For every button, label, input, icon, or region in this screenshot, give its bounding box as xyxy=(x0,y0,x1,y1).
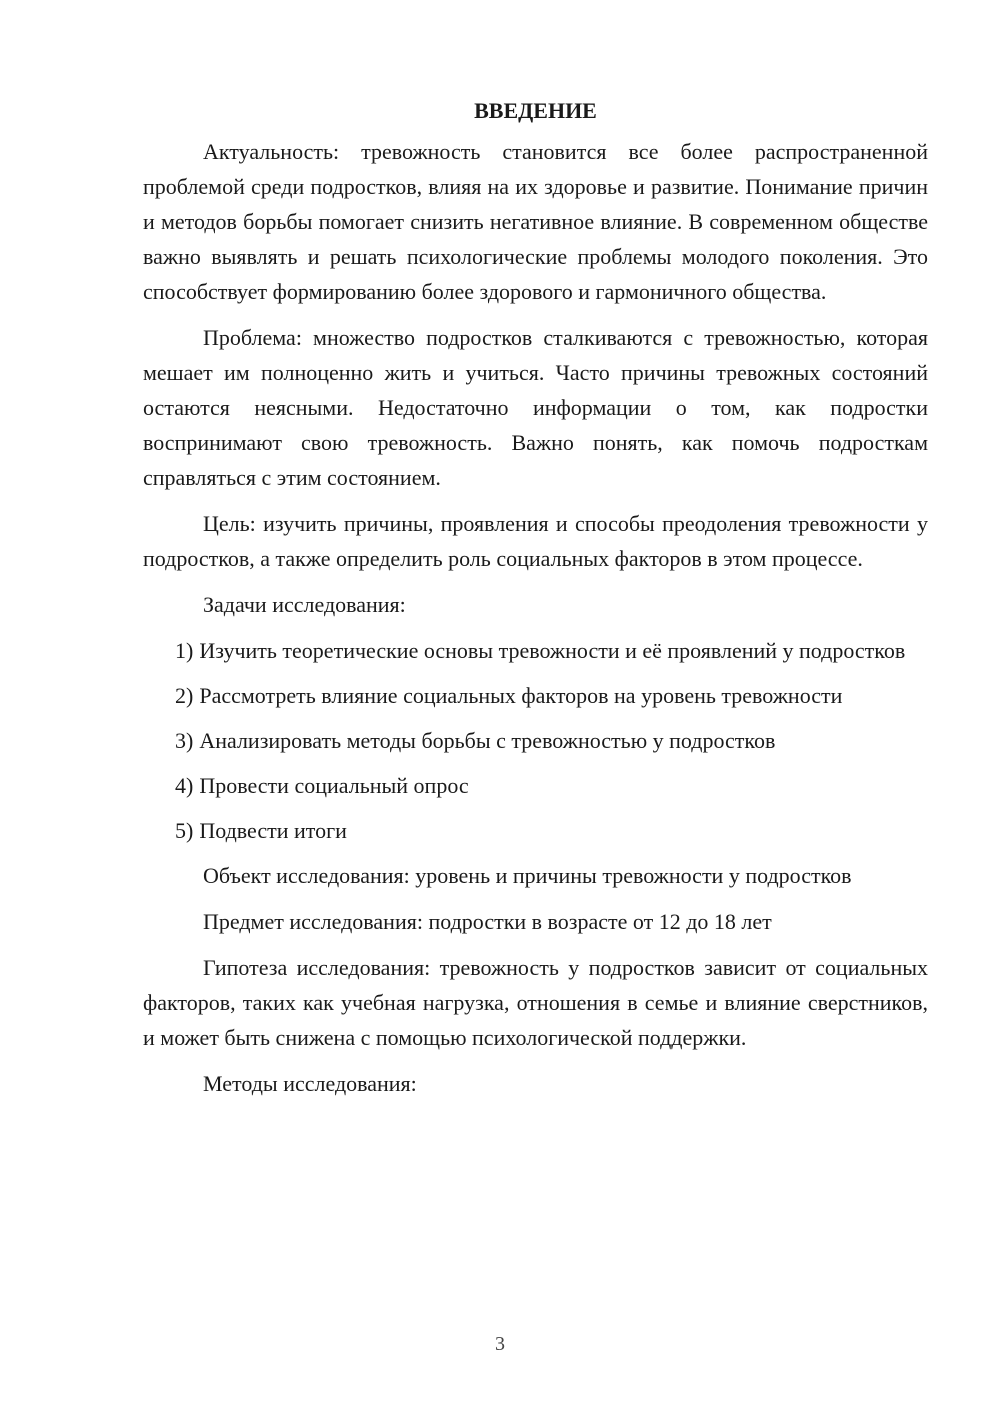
list-item-text: Провести социальный опрос xyxy=(199,773,469,798)
tasks-list xyxy=(143,633,928,848)
list-item xyxy=(143,813,928,848)
goal-paragraph: Цель: изучить причины, проявления и способы преодоления тревожности у подростков, а также определить роль социальных факторов в этом процессе. xyxy=(143,511,928,571)
list-item xyxy=(143,768,928,803)
list-item-number: 5) xyxy=(175,818,194,843)
relevance-paragraph: Актуальность: тревожность становится все более распространенной проблемой среди подростков, влияя на их здоровье и развитие. Понимание причин и методов борьбы помогает снизить негативное влияние. В современном обществе важно выявлять и решать психологические проблемы молодого поколения. Это способствует формированию более здорового и гармоничного общества. xyxy=(143,139,928,304)
tasks-heading: Задачи исследования: xyxy=(203,592,406,617)
subject-paragraph: Предмет исследования: подростки в возрасте от 12 до 18 лет xyxy=(203,909,772,934)
list-item-text: Подвести итоги xyxy=(199,818,347,843)
list-item-text: Изучить теоретические основы тревожности и её проявлений у подростков xyxy=(199,638,906,663)
hypothesis-paragraph: Гипотеза исследования: тревожность у подростков зависит от социальных факторов, таких как учебная нагрузка, отношения в семье и влияние сверстников, и может быть снижена с помощью психологической поддержки. xyxy=(143,955,928,1050)
list-item-number: 4) xyxy=(175,773,194,798)
object-paragraph: Объект исследования: уровень и причины тревожности у подростков xyxy=(203,863,852,888)
methods-heading: Методы исследования: xyxy=(203,1071,417,1096)
list-item-number: 2) xyxy=(175,683,194,708)
list-item xyxy=(143,723,928,758)
page-number: 3 xyxy=(495,1333,505,1355)
document-page xyxy=(143,93,928,1112)
list-item-text: Рассмотреть влияние социальных факторов на уровень тревожности xyxy=(199,683,843,708)
list-item xyxy=(143,678,928,713)
list-item xyxy=(143,633,928,668)
list-item-number: 1) xyxy=(175,638,194,663)
list-item-text: Анализировать методы борьбы с тревожностью у подростков xyxy=(199,728,776,753)
list-item-number: 3) xyxy=(175,728,194,753)
problem-paragraph: Проблема: множество подростков сталкиваются с тревожностью, которая мешает им полноценно жить и учиться. Часто причины тревожных состояний остаются неясными. Недостаточно информации о том, как подростки воспринимают свою тревожность. Важно понять, как помочь подросткам справляться с этим состоянием. xyxy=(143,325,928,490)
page-title: ВВЕДЕНИЕ xyxy=(474,98,597,123)
